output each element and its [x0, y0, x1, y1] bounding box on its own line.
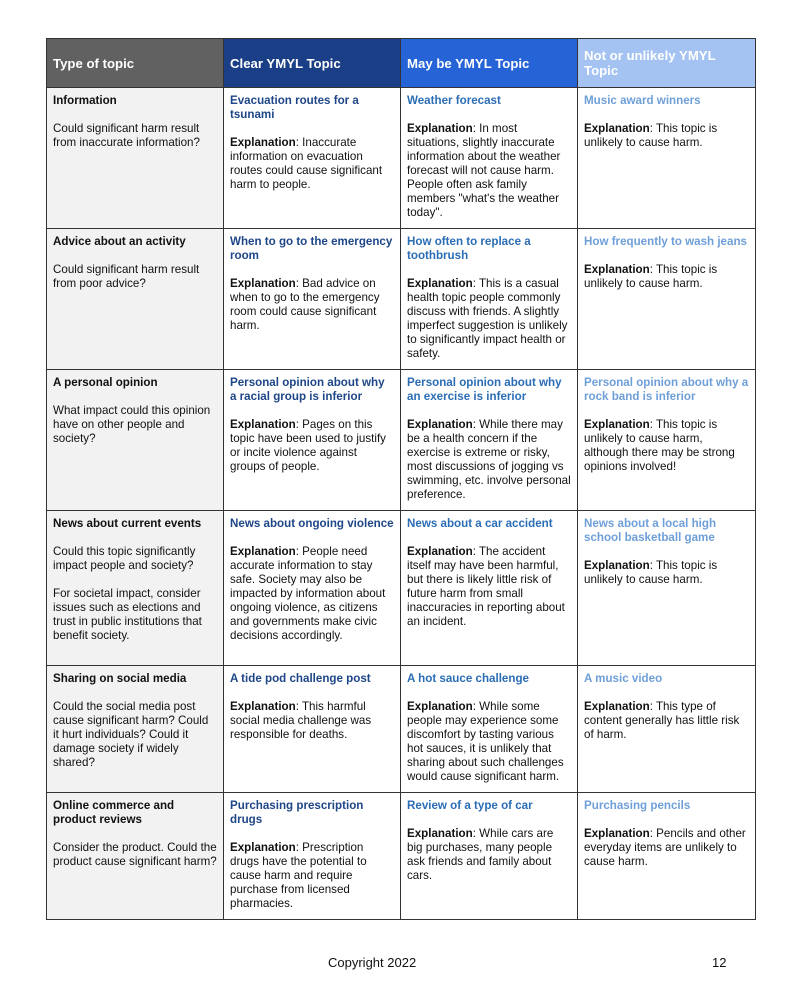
explanation-label: Explanation	[230, 418, 296, 431]
example-explanation: Explanation: While there may be a health concern if the exercise is extreme or risky, most discussions of jogging vs swimming, etc. involve personal preference.	[407, 418, 571, 501]
explanation-text: This topic is unlikely to cause harm.	[584, 122, 718, 149]
example-explanation: Explanation: This is a casual health topic people commonly discuss with friends. A slightly imperfect suggestion is unlikely to significantly impact health or safety.	[407, 277, 568, 360]
example-title: A music video	[584, 672, 663, 685]
example-cell	[224, 793, 401, 920]
example-title: Review of a type of car	[407, 799, 533, 812]
example-cell	[401, 793, 578, 920]
table-row	[47, 370, 756, 511]
example-cell	[224, 511, 401, 666]
explanation-text: This topic is unlikely to cause harm, although there may be strong opinions involved!	[584, 418, 735, 473]
explanation-text: This is a casual health topic people commonly discuss with friends. A slightly imperfect suggestion is unlikely to significantly impact health or safety.	[407, 277, 568, 360]
explanation-text: Inaccurate information on evacuation routes could cause significant harm to people.	[230, 136, 383, 191]
example-title: Purchasing prescription drugs	[230, 799, 364, 826]
explanation-label: Explanation	[584, 827, 650, 840]
example-title: A hot sauce challenge	[407, 672, 529, 685]
explanation-text: While some people may experience some discomfort by tasting various hot sauces, it is unlikely that sharing about such challenges would cause significant harm.	[407, 700, 564, 783]
example-title: Music award winners	[584, 94, 701, 107]
example-explanation: Explanation: While cars are big purchases, many people ask friends and family about cars.	[407, 827, 554, 882]
table-row	[47, 229, 756, 370]
example-title: How frequently to wash jeans	[584, 235, 747, 248]
example-explanation: Explanation: The accident itself may have been harmful, but there is likely little risk of future harm from small inaccuracies in reporting about an incident.	[407, 545, 565, 628]
example-cell	[578, 370, 756, 511]
explanation-label: Explanation	[230, 277, 296, 290]
example-explanation: Explanation: This harmful social media challenge was responsible for deaths.	[230, 700, 372, 741]
explanation-text: While cars are big purchases, many people ask friends and family about cars.	[407, 827, 554, 882]
example-title: How often to replace a toothbrush	[407, 235, 531, 262]
example-cell	[578, 666, 756, 793]
explanation-text: Bad advice on when to go to the emergency room could cause significant harm.	[230, 277, 380, 332]
example-explanation: Explanation: While some people may experience some discomfort by tasting various hot sauces, it is unlikely that sharing about such challenges would cause significant harm.	[407, 700, 564, 783]
example-title: News about ongoing violence	[230, 517, 394, 530]
example-cell	[224, 229, 401, 370]
row-topic-title: Information	[53, 94, 117, 107]
row-topic-question: Consider the product. Could the product cause significant harm?	[53, 841, 217, 868]
example-title: A tide pod challenge post	[230, 672, 371, 685]
example-title: Weather forecast	[407, 94, 501, 107]
example-cell	[224, 370, 401, 511]
header-row	[47, 39, 756, 88]
example-title: News about a local high school basketball game	[584, 517, 717, 544]
explanation-label: Explanation	[230, 841, 296, 854]
example-cell	[224, 666, 401, 793]
row-topic-question: For societal impact, consider issues such as elections and trust in public institutions that benefit society.	[53, 587, 202, 642]
row-topic-cell	[47, 793, 224, 920]
row-topic-title: A personal opinion	[53, 376, 158, 389]
explanation-text: This topic is unlikely to cause harm.	[584, 263, 718, 290]
example-cell	[401, 666, 578, 793]
explanation-text: In most situations, slightly inaccurate information about the weather forecast will not cause harm. People often ask family members "what's the weather today".	[407, 122, 561, 219]
row-topic-cell	[47, 511, 224, 666]
table-row	[47, 511, 756, 666]
example-explanation: Explanation: Pencils and other everyday items are unlikely to cause harm.	[584, 827, 746, 868]
row-topic-title: Advice about an activity	[53, 235, 186, 248]
example-explanation: Explanation: Pages on this topic have been used to justify or incite violence against groups of people.	[230, 418, 386, 473]
explanation-text: Prescription drugs have the potential to cause harm and require purchase from licensed pharmacies.	[230, 841, 367, 910]
example-explanation: Explanation: This topic is unlikely to cause harm.	[584, 263, 718, 290]
example-explanation: Explanation: This topic is unlikely to cause harm.	[584, 122, 718, 149]
example-title: Personal opinion about why an exercise is inferior	[407, 376, 562, 403]
explanation-label: Explanation	[584, 263, 650, 276]
example-cell	[578, 88, 756, 229]
example-explanation: Explanation: This topic is unlikely to cause harm.	[584, 559, 718, 586]
example-cell	[578, 229, 756, 370]
explanation-label: Explanation	[584, 122, 650, 135]
table-row	[47, 793, 756, 920]
example-title: News about a car accident	[407, 517, 553, 530]
explanation-text: While there may be a health concern if the exercise is extreme or risky, most discussions of jogging vs swimming, etc. involve personal preference.	[407, 418, 571, 501]
example-title: Evacuation routes for a tsunami	[230, 94, 359, 121]
explanation-text: This topic is unlikely to cause harm.	[584, 559, 718, 586]
row-topic-title: Online commerce and product reviews	[53, 799, 175, 826]
row-topic-cell	[47, 370, 224, 511]
example-cell	[578, 511, 756, 666]
explanation-text: This type of content generally has little risk of harm.	[584, 700, 740, 741]
example-title: Personal opinion about why a rock band is inferior	[584, 376, 749, 403]
example-explanation: Explanation: This topic is unlikely to cause harm, although there may be strong opinions involved!	[584, 418, 735, 473]
example-cell	[401, 370, 578, 511]
page-number: 12	[712, 955, 727, 970]
example-cell	[401, 511, 578, 666]
explanation-label: Explanation	[407, 827, 473, 840]
row-topic-title: Sharing on social media	[53, 672, 187, 685]
example-cell	[401, 88, 578, 229]
row-topic-question: What impact could this opinion have on other people and society?	[53, 404, 211, 445]
row-topic-question: Could significant harm result from inaccurate information?	[53, 122, 200, 149]
explanation-label: Explanation	[230, 700, 296, 713]
example-explanation: Explanation: This type of content generally has little risk of harm.	[584, 700, 740, 741]
row-topic-cell	[47, 229, 224, 370]
explanation-label: Explanation	[407, 277, 473, 290]
row-topic-question: Could the social media post cause significant harm? Could it hurt individuals? Could it damage society if widely shared?	[53, 700, 209, 769]
example-explanation: Explanation: Prescription drugs have the potential to cause harm and require purchase from licensed pharmacies.	[230, 841, 367, 910]
explanation-label: Explanation	[407, 545, 473, 558]
explanation-text: People need accurate information to stay safe. Society may also be impacted by information about ongoing violence, as citizens and governments make civic decisions accordingly.	[230, 545, 386, 642]
ymyl-topics-table	[46, 38, 756, 920]
example-explanation: Explanation: Inaccurate information on evacuation routes could cause significant harm to people.	[230, 136, 383, 191]
explanation-label: Explanation	[584, 700, 650, 713]
table-row	[47, 88, 756, 229]
explanation-text: Pencils and other everyday items are unlikely to cause harm.	[584, 827, 746, 868]
example-explanation: Explanation: In most situations, slightly inaccurate information about the weather forecast will not cause harm. People often ask family members "what's the weather today".	[407, 122, 561, 219]
row-topic-question: Could significant harm result from poor advice?	[53, 263, 200, 290]
explanation-label: Explanation	[584, 559, 650, 572]
explanation-label: Explanation	[584, 418, 650, 431]
explanation-label: Explanation	[407, 418, 473, 431]
table-row	[47, 666, 756, 793]
example-explanation: Explanation: Bad advice on when to go to the emergency room could cause significant harm.	[230, 277, 380, 332]
explanation-label: Explanation	[230, 136, 296, 149]
explanation-text: Pages on this topic have been used to justify or incite violence against groups of people.	[230, 418, 386, 473]
explanation-label: Explanation	[230, 545, 296, 558]
explanation-label: Explanation	[407, 122, 473, 135]
example-cell	[401, 229, 578, 370]
example-cell	[578, 793, 756, 920]
explanation-text: The accident itself may have been harmful, but there is likely little risk of future harm from small inaccuracies in reporting about an incident.	[407, 545, 565, 628]
explanation-label: Explanation	[407, 700, 473, 713]
example-cell	[224, 88, 401, 229]
row-topic-question: Could this topic significantly impact people and society?	[53, 545, 196, 572]
row-topic-cell	[47, 666, 224, 793]
example-title: Purchasing pencils	[584, 799, 691, 812]
header-may-be-ymyl: May be YMYL Topic	[401, 39, 578, 88]
example-title: When to go to the emergency room	[230, 235, 393, 262]
example-title: Personal opinion about why a racial group is inferior	[230, 376, 385, 403]
header-type-of-topic: Type of topic	[47, 39, 224, 88]
row-topic-cell	[47, 88, 224, 229]
example-explanation: Explanation: People need accurate information to stay safe. Society may also be impacted by information about ongoing violence, as citizens and governments make civic decisions accordingly.	[230, 545, 386, 642]
copyright-text: Copyright 2022	[328, 955, 417, 970]
header-not-ymyl: Not or unlikely YMYL Topic	[578, 39, 756, 88]
row-topic-title: News about current events	[53, 517, 202, 530]
header-clear-ymyl: Clear YMYL Topic	[224, 39, 401, 88]
explanation-text: This harmful social media challenge was responsible for deaths.	[230, 700, 372, 741]
